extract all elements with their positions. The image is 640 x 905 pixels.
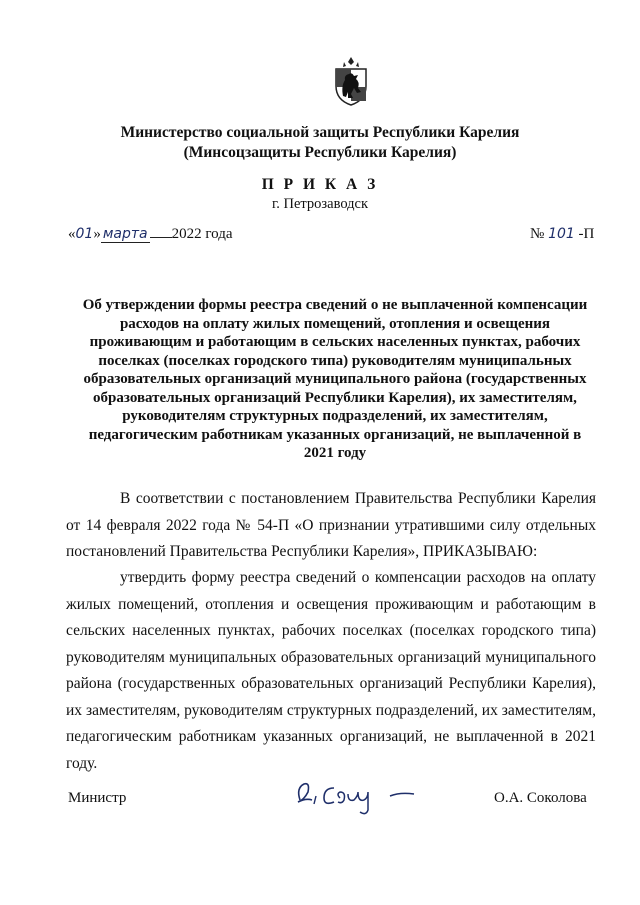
handwritten-signature [288, 770, 428, 820]
position-label: Министр [68, 790, 127, 806]
date-day: 01 [75, 226, 94, 242]
ministry-name: Министерство социальной защиты Республики Карелия [120, 124, 520, 141]
date-close-quote: » [93, 226, 101, 242]
date-open-quote: « [68, 226, 76, 242]
document-subject: Об утверждении формы реестра сведений о не выплаченной компенсации расходов на оплату жилых помещений, отопления и освещения проживающим и работающим в сельских населенных пунктах, рабочих поселках (поселках городского типа) руководителям муниципальных образовательных организаций муниципального района (государственных образовательных организаций Республики Карелия), их заместителям, руководителям структурных подразделений, их заместителям, педагогическим работникам указанных организаций, не выплаченной в 2021 году [82, 297, 588, 461]
number-value: 101 [548, 226, 575, 242]
date-month: марта [102, 226, 148, 242]
document-type-title: П Р И К А З [261, 176, 379, 193]
number-prefix: № [530, 226, 545, 242]
karelia-coat-of-arms-icon [330, 56, 372, 106]
date-year: 2022 года [171, 226, 233, 242]
document-number [530, 226, 594, 243]
number-suffix: -П [578, 226, 595, 242]
ministry-short-name: (Минсоцзащиты Республики Карелия) [183, 144, 457, 161]
minister-name: О.А. Соколова [494, 790, 587, 806]
body-paragraph-2: утвердить форму реестра сведений о компенсации расходов на оплату жилых помещений, отопления и освещения проживающим и работающим в сельских населенных пунктах, рабочих поселках (поселках городского типа) руководителям муниципальных образовательных организаций муниципального района (государственных образовательных организаций Республики Карелия), их заместителям, руководителям структурных подразделений, их заместителям, педагогическим работникам указанных организаций, не выплаченной в 2021 году. [66, 569, 596, 772]
city-label: г. Петрозаводск [271, 196, 369, 212]
document-date [68, 226, 232, 243]
body-paragraph-1: В соответствии с постановлением Правительства Республики Карелия от 14 февраля 2022 года № 54-П «О признании утратившими силу отдельных постановлений Правительства Республики Карелия», ПРИКАЗЫВАЮ: [66, 490, 596, 560]
